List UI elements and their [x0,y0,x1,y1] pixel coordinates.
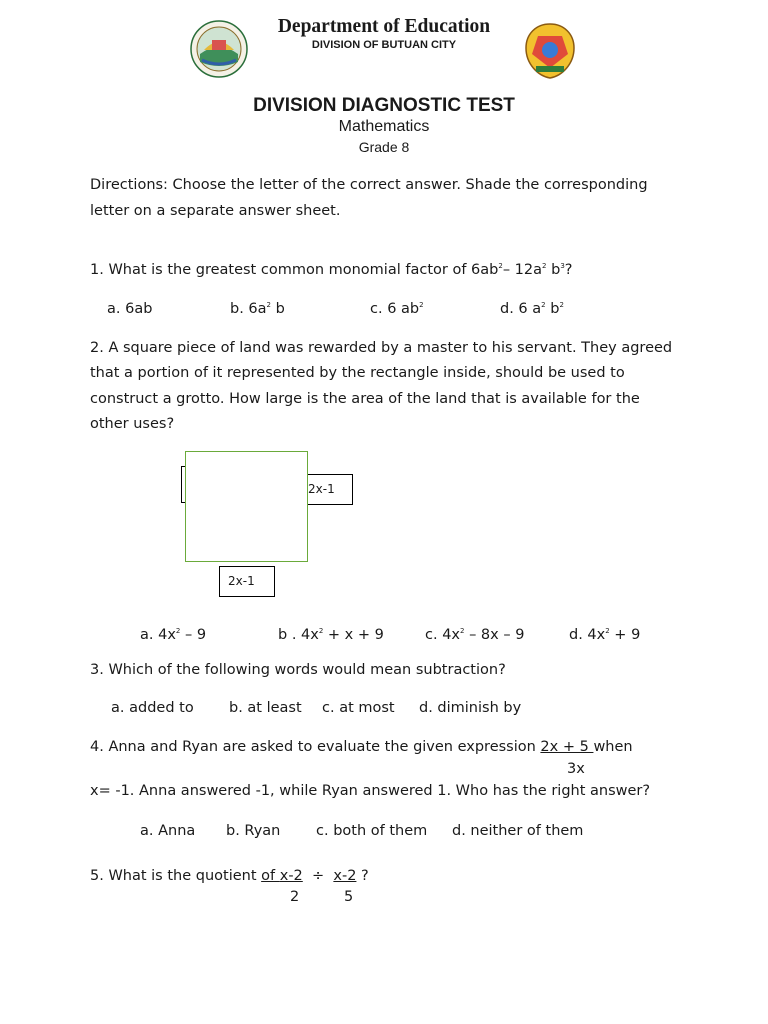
q2-option-c-text: c. 4x [425,627,460,643]
q4-text: 4. Anna and Ryan are asked to evaluate the given expression [90,739,541,755]
q5-numerator-1: x-2 [279,868,303,884]
q2-option-b-text: b . 4x [278,627,319,643]
q2-option-c-post: – 8x – 9 [464,627,525,643]
q1-mid2: b [546,262,561,278]
q2-line-2: that a portion of it represented by the rectangle inside, should be used to [90,365,625,381]
q3-option-a: a. added to [111,700,194,716]
question-1 [90,262,572,278]
q1-option-b-post: b [271,301,285,317]
q2-option-a [140,627,206,643]
question-3: 3. Which of the following words would mean subtraction? [90,662,506,678]
q4-post: when [593,739,633,755]
q2-option-d-post: + 9 [609,627,641,643]
q1-option-d-exp2: 2 [559,301,564,309]
subject-title: Mathematics [338,118,430,135]
square-land-figure [185,451,308,562]
q4-option-a: a. Anna [140,823,196,839]
q1-option-d-text: d. 6 a [500,301,542,317]
q1-option-c [370,301,424,317]
question-4-line-2: x= -1. Anna answered -1, while Ryan answered 1. Who has the right answer? [90,783,651,799]
q3-option-c: c. at most [322,700,395,716]
bottom-length-label: 2x-1 [219,566,275,597]
q1-exp1: 2 [498,262,503,270]
q1-mid: – 12a [502,262,543,278]
q1-option-a: a. 6ab [107,301,153,317]
q2-option-a-text: a. 4x [140,627,176,643]
q4-option-b: b. Ryan [226,823,281,839]
side-length-label: 2x-1 [306,474,353,505]
q1-option-d [500,301,564,317]
q2-option-b [278,627,384,643]
q1-option-b-exp: 2 [266,301,272,309]
q2-option-c-exp: 2 [460,627,465,635]
q1-option-b [230,301,285,317]
question-5 [90,868,369,884]
q1-option-d-mid: b [545,301,560,317]
q4-option-d: d. neither of them [452,823,584,839]
q2-line-3: construct a grotto. How large is the area of the land that is available for the [90,391,640,407]
q5-divide-sign: ÷ [312,868,325,884]
question-4-line-1 [90,739,633,755]
q1-exp2: 2 [542,262,547,270]
q4-option-c: c. both of them [316,823,428,839]
q1-text: 1. What is the greatest common monomial factor of 6ab [90,262,499,278]
q2-option-a-exp: 2 [175,627,181,635]
department-title: Department of Education [277,16,491,37]
q2-option-b-post: + x + 9 [323,627,384,643]
q4-denominator: 3x [567,761,585,777]
q2-option-d-exp: 2 [605,627,610,635]
q2-option-d-text: d. 4x [569,627,606,643]
q2-line-4: other uses? [90,416,175,432]
q5-denominator-2: 5 [344,889,354,905]
q1-option-c-text: c. 6 ab [370,301,420,317]
q3-option-d: d. diminish by [419,700,522,716]
q3-option-b: b. at least [229,700,302,716]
q2-line-1: 2. A square piece of land was rewarded by a master to his servant. They agreed [90,340,673,356]
q1-end: ? [564,262,573,278]
q1-option-c-exp: 2 [419,301,424,309]
q5-denominator-1: 2 [290,889,300,905]
q2-option-a-post: – 9 [180,627,207,643]
q5-of: of [261,868,280,884]
q1-option-b-text: b. 6a [230,301,267,317]
q5-text: 5. What is the quotient [90,868,262,884]
q2-option-d [569,627,640,643]
q5-numerator-2: x-2 [333,868,357,884]
q1-exp3: 3 [560,262,565,270]
q2-option-b-exp: 2 [318,627,324,635]
q1-option-d-exp1: 2 [541,301,546,309]
division-subtitle: DIVISION OF BUTUAN CITY [311,39,457,51]
q2-option-c [425,627,524,643]
directions-line-2: letter on a separate answer sheet. [90,203,341,219]
directions-line-1: Directions: Choose the letter of the correct answer. Shade the corresponding [90,177,648,193]
q4-numerator: 2x + 5 [540,739,594,755]
grade-title: Grade 8 [358,139,410,155]
test-title: DIVISION DIAGNOSTIC TEST [253,95,515,116]
q5-end: ? [356,868,369,884]
